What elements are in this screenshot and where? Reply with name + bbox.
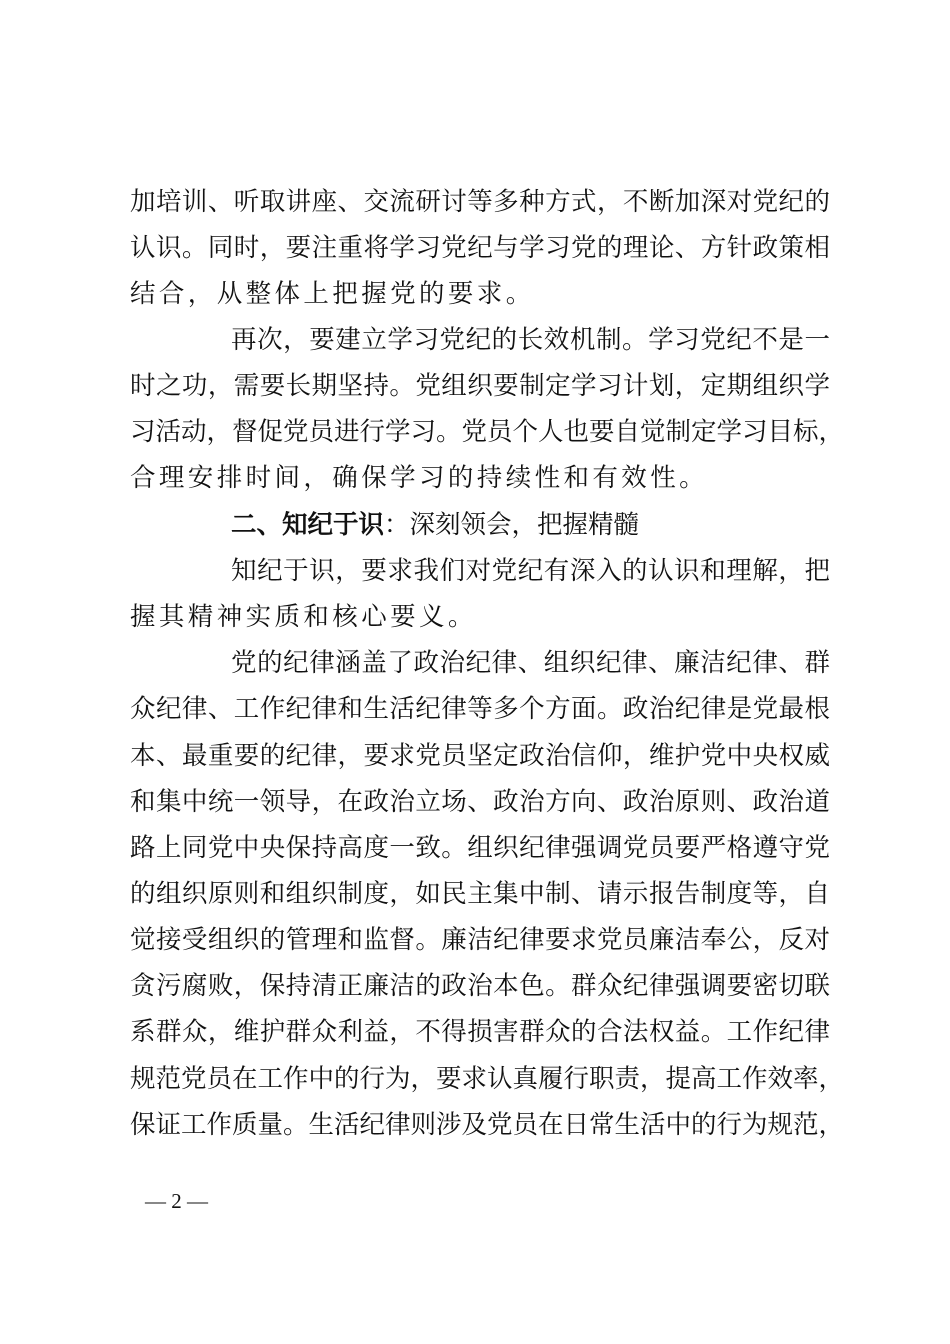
body-text-line: 结合，从整体上把握党的要求。 (130, 279, 535, 309)
body-text-line: 再次，要建立学习党纪的长效机制。学习党纪不是一 (231, 325, 830, 355)
body-text-line: 觉接受组织的管理和监督。廉洁纪律要求党员廉洁奉公，反对 (130, 925, 830, 955)
section-heading (231, 505, 830, 545)
section-heading-number: 二、知纪于识 (231, 510, 385, 540)
body-text-line: 规范党员在工作中的行为，要求认真履行职责，提高工作效率， (130, 1064, 845, 1094)
body-text-line: 认识。同时，要注重将学习党纪与学习党的理论、方针政策相 (130, 233, 830, 263)
page-number: — 2 — (145, 1189, 208, 1213)
body-text-line: 的组织原则和组织制度，如民主集中制、请示报告制度等，自 (130, 879, 830, 909)
body-text-line: 路上同党中央保持高度一致。组织纪律强调党员要严格遵守党 (130, 833, 830, 863)
body-text-line: 党的纪律涵盖了政治纪律、组织纪律、廉洁纪律、群 (231, 648, 830, 678)
body-text-line: 本、最重要的纪律，要求党员坚定政治信仰，维护党中央权威 (130, 741, 830, 771)
body-text-line: 知纪于识，要求我们对党纪有深入的认识和理解，把 (231, 556, 830, 586)
body-text-line: 习活动，督促党员进行学习。党员个人也要自觉制定学习目标， (130, 417, 845, 447)
body-text-line: 贪污腐败，保持清正廉洁的政治本色。群众纪律强调要密切联 (130, 971, 830, 1001)
body-text-line: 时之功，需要长期坚持。党组织要制定学习计划，定期组织学 (130, 371, 830, 401)
body-text-line: 加培训、听取讲座、交流研讨等多种方式，不断加深对党纪的 (130, 187, 830, 217)
body-text-line: 保证工作质量。生活纪律则涉及党员在日常生活中的行为规范， (130, 1110, 845, 1140)
body-text-line: 系群众，维护群众利益，不得损害群众的合法权益。工作纪律 (130, 1017, 830, 1047)
body-text-line: 和集中统一领导，在政治立场、政治方向、政治原则、政治道 (130, 787, 830, 817)
body-text-line: 合理安排时间，确保学习的持续性和有效性。 (130, 463, 709, 493)
body-text-line: 握其精神实质和核心要义。 (130, 602, 477, 632)
body-text-line: 众纪律、工作纪律和生活纪律等多个方面。政治纪律是党最根 (130, 694, 830, 724)
section-heading-subtitle: ：深刻领会，把握精髓 (384, 510, 640, 540)
